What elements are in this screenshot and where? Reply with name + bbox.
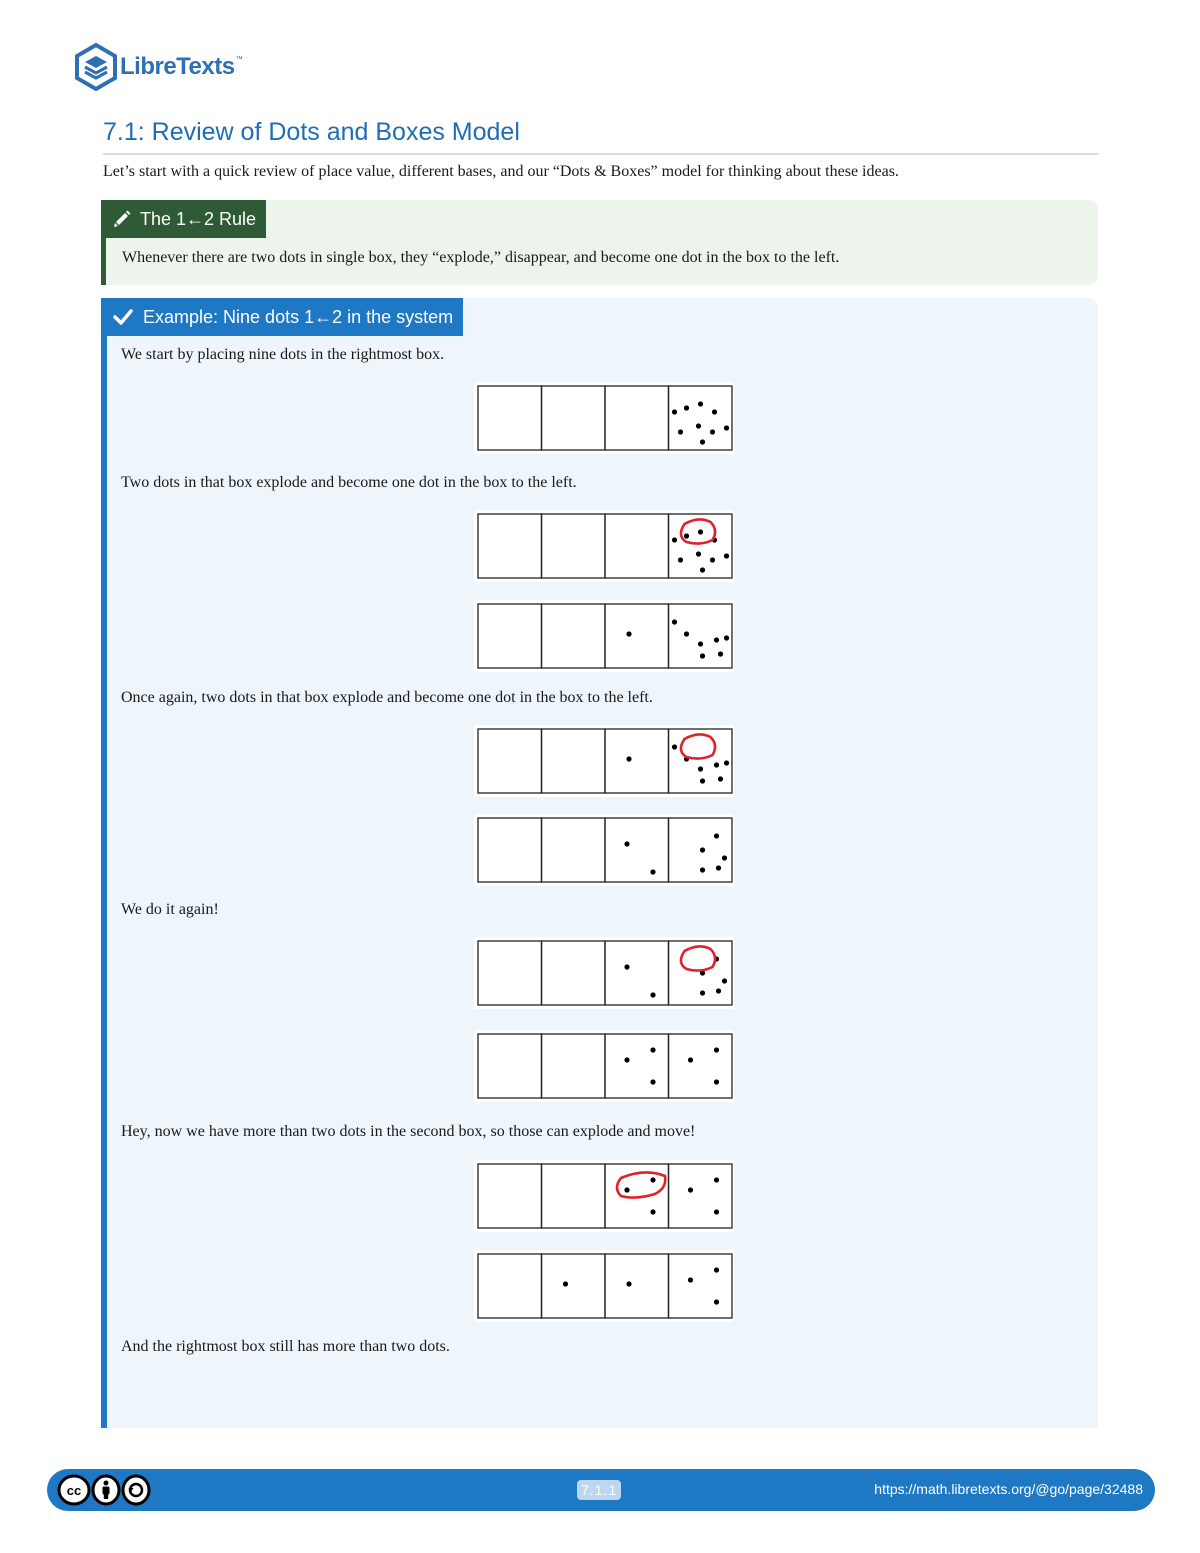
dot bbox=[714, 833, 719, 838]
dot bbox=[700, 567, 705, 572]
dot bbox=[678, 557, 683, 562]
dot bbox=[696, 551, 701, 556]
dot bbox=[698, 766, 703, 771]
intro-paragraph: Let’s start with a quick review of place value, different bases, and our “Dots & Boxes” model for thinking about these ideas. bbox=[103, 163, 899, 180]
sa-icon bbox=[121, 1474, 151, 1506]
dot bbox=[700, 439, 705, 444]
example-paragraph-1: We start by placing nine dots in the rightmost box. bbox=[121, 346, 445, 363]
dot bbox=[700, 867, 705, 872]
dot bbox=[714, 1209, 719, 1214]
dot bbox=[714, 637, 719, 642]
dot bbox=[624, 841, 629, 846]
example-paragraph-2: Two dots in that box explode and become one dot in the box to the left. bbox=[121, 474, 577, 491]
diagram-background bbox=[474, 1250, 734, 1322]
dot bbox=[626, 1281, 631, 1286]
libretexts-logo[interactable] bbox=[74, 42, 243, 92]
dots-boxes-diagram bbox=[474, 1160, 734, 1232]
dot bbox=[716, 865, 721, 870]
dot bbox=[626, 631, 631, 636]
dot bbox=[714, 1079, 719, 1084]
dot bbox=[678, 429, 683, 434]
dot bbox=[712, 409, 717, 414]
dots-boxes-diagram bbox=[474, 600, 734, 672]
dot bbox=[698, 401, 703, 406]
dot bbox=[724, 760, 729, 765]
dots-boxes-diagram bbox=[474, 725, 734, 797]
dot bbox=[714, 1299, 719, 1304]
dot bbox=[688, 1057, 693, 1062]
dot bbox=[714, 1047, 719, 1052]
dot bbox=[716, 988, 721, 993]
dot bbox=[672, 744, 677, 749]
dot bbox=[624, 1057, 629, 1062]
dot bbox=[650, 1047, 655, 1052]
dot bbox=[626, 756, 631, 761]
diagram-background bbox=[474, 1160, 734, 1232]
dot bbox=[650, 869, 655, 874]
example-heading: Example: Nine dots 1←2 in the system bbox=[143, 306, 454, 327]
dot bbox=[624, 964, 629, 969]
pencil-icon bbox=[113, 210, 131, 228]
dot bbox=[718, 776, 723, 781]
dot bbox=[650, 1079, 655, 1084]
dot bbox=[624, 1187, 629, 1192]
diagram-background bbox=[474, 382, 734, 454]
rule-heading: The 1←2 Rule bbox=[140, 208, 257, 229]
dot bbox=[650, 1177, 655, 1182]
libretexts-logo-icon bbox=[74, 43, 118, 91]
dot bbox=[672, 619, 677, 624]
rule-text: Whenever there are two dots in single box, they “explode,” disappear, and become one dot in the box to the left. bbox=[122, 249, 840, 266]
dots-boxes-diagram bbox=[474, 382, 734, 454]
dots-boxes-diagram bbox=[474, 937, 734, 1009]
dots-boxes-diagram bbox=[474, 1030, 734, 1102]
dot bbox=[724, 553, 729, 558]
check-icon bbox=[113, 308, 133, 326]
logo-trademark: ™ bbox=[235, 56, 243, 63]
dot bbox=[700, 653, 705, 658]
dot bbox=[698, 529, 703, 534]
page-footer bbox=[47, 1469, 1155, 1511]
example-heading-bar bbox=[101, 298, 463, 336]
logo-text: LibreTexts bbox=[120, 53, 235, 80]
dot bbox=[710, 429, 715, 434]
dot bbox=[724, 635, 729, 640]
by-icon bbox=[91, 1474, 121, 1506]
page-title: 7.1: Review of Dots and Boxes Model bbox=[103, 118, 1099, 155]
example-callout bbox=[101, 298, 1098, 1428]
dot bbox=[700, 778, 705, 783]
dot bbox=[698, 641, 703, 646]
dot bbox=[650, 992, 655, 997]
example-paragraph-6: And the rightmost box still has more than two dots. bbox=[121, 1338, 450, 1355]
dots-boxes-diagram bbox=[474, 814, 734, 886]
cc-icon bbox=[57, 1474, 91, 1506]
rule-callout bbox=[101, 200, 1098, 285]
dot bbox=[714, 1267, 719, 1272]
diagram-background bbox=[474, 600, 734, 672]
dot bbox=[700, 990, 705, 995]
dot bbox=[700, 847, 705, 852]
dots-boxes-diagram bbox=[474, 1250, 734, 1322]
dot bbox=[718, 651, 723, 656]
example-paragraph-4: We do it again! bbox=[121, 901, 219, 918]
dot bbox=[688, 1277, 693, 1282]
dot bbox=[688, 1187, 693, 1192]
page-url-link[interactable]: https://math.libretexts.org/@go/page/32488 bbox=[874, 1481, 1143, 1497]
dot bbox=[714, 762, 719, 767]
dot bbox=[684, 631, 689, 636]
dots-boxes-diagram bbox=[474, 510, 734, 582]
svg-text:cc: cc bbox=[66, 1483, 82, 1498]
example-paragraph-5: Hey, now we have more than two dots in the second box, so those can explode and move! bbox=[121, 1123, 696, 1140]
dot bbox=[684, 533, 689, 538]
license-badges[interactable] bbox=[57, 1474, 151, 1506]
dot bbox=[650, 1209, 655, 1214]
rule-heading-bar bbox=[101, 200, 266, 238]
dot bbox=[672, 409, 677, 414]
diagram-background bbox=[474, 1030, 734, 1102]
dot bbox=[714, 1177, 719, 1182]
page-number: 7.1.1 bbox=[577, 1480, 621, 1500]
dot bbox=[672, 537, 677, 542]
dot bbox=[684, 405, 689, 410]
dot bbox=[722, 855, 727, 860]
example-paragraph-3: Once again, two dots in that box explode and become one dot in the box to the left. bbox=[121, 689, 653, 706]
dot bbox=[563, 1281, 568, 1286]
dot bbox=[722, 978, 727, 983]
dot bbox=[724, 425, 729, 430]
dot bbox=[696, 423, 701, 428]
diagram-background bbox=[474, 814, 734, 886]
dot bbox=[710, 557, 715, 562]
